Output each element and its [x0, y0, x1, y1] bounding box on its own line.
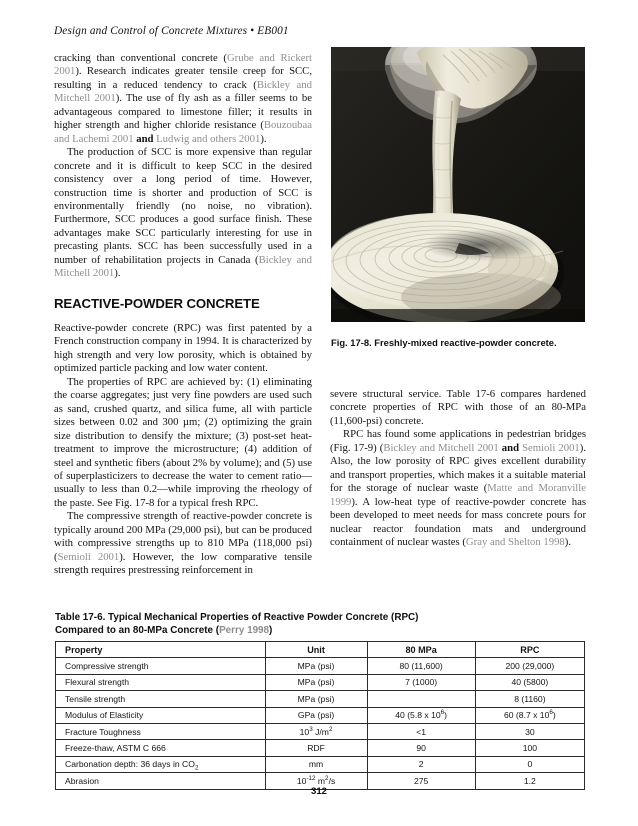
paragraph [54, 510, 312, 577]
table-row [56, 691, 585, 707]
table-row [56, 723, 585, 739]
paragraph-group-right [330, 388, 586, 549]
text-run: ). [260, 132, 267, 145]
column-header-80mpa: 80 MPa [367, 642, 475, 658]
text-run-bold: and [498, 441, 523, 454]
cell-80mpa: 90 [367, 740, 475, 756]
text-run: The compressive strength of reactive-powder concrete is typically around 200 MPa (29,000 psi), but can be produced with compressive strengths up to 810 MPa (118,000 psi) ( [54, 510, 312, 563]
cell-rpc: 40 (5800) [475, 674, 584, 690]
citation-reference: Bickley and Mitchell 2001 [383, 441, 499, 454]
cell-property: Tensile strength [56, 691, 266, 707]
text-run: ). Research indicates greater tensile creep for SCC, resulting in a reduced tendency to crack ( [54, 65, 312, 91]
table-title-line2-prefix: Compared to an 80-MPa Concrete ( [55, 625, 220, 637]
paragraph [330, 428, 586, 549]
paragraph [54, 322, 312, 376]
citation-reference: Bickley and Mitchell 2001 [54, 78, 312, 105]
cell-rpc: 200 (29,000) [475, 658, 584, 674]
cell-property: Fracture Toughness [56, 723, 266, 739]
column-header-unit: Unit [265, 642, 367, 658]
table-row [56, 658, 585, 674]
text-run: ). The use of fly ash as a filler seems to be advantageous compared to limestone filler; it results in higher strength and higher chloride resistance ( [54, 92, 312, 132]
section-heading-reactive-powder-concrete: REACTIVE-POWDER CONCRETE [54, 296, 260, 311]
table-row [56, 756, 585, 772]
cell-unit: $10^{-12}$ $m^2/s$ [265, 773, 367, 789]
cell-rpc: 30 [475, 723, 584, 739]
cell-property: Freeze-thaw, ASTM C 666 [56, 740, 266, 756]
table-header-row [56, 642, 585, 658]
text-run: ). A low-heat type of reactive-powder concrete has been developed to meet needs for mass concrete pours for nuclear reactor foundation mats and underground containment of nuclear wastes ( [330, 495, 586, 548]
running-head: Design and Control of Concrete Mixtures • EB001 [54, 25, 289, 37]
cell-unit: MPa (psi) [265, 691, 367, 707]
figure-caption: Fig. 17-8. Freshly-mixed reactive-powder concrete. [331, 337, 557, 348]
text-run: cracking than conventional concrete ( [54, 52, 227, 64]
citation-reference: Bouzoubaa and Lachemi 2001 [54, 119, 312, 145]
text-run: RPC has found some applications in pedestrian bridges (Fig. 17-9) ( [330, 428, 586, 454]
cell-80mpa: 80 (11,600) [367, 658, 475, 674]
table-title-citation: Perry 1998 [219, 625, 270, 637]
body-column-left-bottom [54, 322, 312, 578]
citation-reference: Bickley and Mitchell 2001 [54, 253, 312, 280]
cell-unit: RDF [265, 740, 367, 756]
cell-80mpa [367, 691, 475, 707]
concrete-pour-illustration [331, 47, 585, 322]
body-column-left-top [54, 52, 312, 281]
column-header-property: Property [56, 642, 266, 658]
text-run: ). Also, the low porosity of RPC gives excellent durability and transport properties, which makes it a suitable material for the storage of nuclear waste ( [330, 441, 586, 495]
cell-rpc: 0 [475, 756, 584, 772]
cell-rpc: 1.2 [475, 773, 584, 789]
cell-rpc: 8 (1160) [475, 691, 584, 707]
paragraph [54, 146, 312, 281]
table-row [56, 707, 585, 723]
table-row [56, 740, 585, 756]
paragraph-group-left-bottom [54, 322, 312, 578]
cell-property: Carbonation depth: 36 days in $CO_2$ [56, 756, 266, 772]
citation-reference: Semioli 2001 [57, 550, 120, 563]
paragraph-group-left-top [54, 52, 312, 281]
cell-80mpa: 2 [367, 756, 475, 772]
table-head [56, 642, 585, 658]
cell-unit: GPa (psi) [265, 707, 367, 723]
cell-rpc: 100 [475, 740, 584, 756]
text-run: ). However, the low comparative tensile strength requires prestressing reinforcement in [54, 550, 312, 577]
cell-property: Modulus of Elasticity [56, 707, 266, 723]
citation-reference: Gray and Shelton 1998 [465, 535, 565, 548]
citation-reference: Grube and Rickert 2001 [54, 52, 312, 78]
table-title-line2-suffix: ) [269, 625, 273, 637]
column-header-rpc: RPC [475, 642, 584, 658]
text-run: The properties of RPC are achieved by: (1) eliminating the coarse aggregates; just very fine powders are used such as sand, crushed quartz, and silica fume, all with particle sizes between 0.02 and 300 µm; (2) optimizing the grain size distribution to densify the mixture; (3) post-set heat-treatment to improve the microstructure; (4) addition of steel and synthetic fibers (about 2% by volume); and (5) use of superplasticizers to decrease the water to cement ratio—usually to less than 0.2—while improving the rheology of the paste. See Fig. 17-8 for a typical fresh RPC. [54, 375, 312, 509]
cell-property: Flexural strength [56, 674, 266, 690]
cell-property: Compressive strength [56, 658, 266, 674]
text-run: Reactive-powder concrete (RPC) was first patented by a French construction company in 1994. It is characterized by high strength and very low porosity, which is obtained by optimized particle packing and low water content. [54, 322, 312, 375]
cell-80mpa: 7 (1000) [367, 674, 475, 690]
paragraph [330, 388, 586, 428]
cell-unit: $10^3$ $J/m^2$ [265, 723, 367, 739]
paragraph [54, 376, 312, 511]
cell-unit: mm [265, 756, 367, 772]
text-run: ). [114, 267, 121, 280]
paragraph [54, 52, 312, 146]
citation-reference: Matte and Moranville 1999 [330, 482, 586, 508]
body-column-right [330, 388, 586, 549]
page-number: 312 [310, 786, 327, 797]
cell-rpc: 60 (8.7 x $10^6$) [475, 707, 584, 723]
cell-unit: MPa (psi) [265, 674, 367, 690]
table-body [56, 658, 585, 789]
table-title [55, 611, 555, 637]
cell-80mpa: 275 [367, 773, 475, 789]
text-run-bold: and [133, 132, 157, 145]
figure-17-8-photo [331, 47, 585, 322]
cell-property: Abrasion [56, 773, 266, 789]
cell-80mpa: <1 [367, 723, 475, 739]
cell-80mpa: 40 (5.8 x $10^6$) [367, 707, 475, 723]
table-row [56, 674, 585, 690]
cell-unit: MPa (psi) [265, 658, 367, 674]
citation-reference: Ludwig and others 2001 [156, 132, 261, 145]
text-run: severe structural service. Table 17-6 compares hardened concrete properties of RPC with those of an 80-MPa (11,600-psi) concrete. [330, 388, 586, 427]
citation-reference: Semioli 2001 [522, 441, 580, 454]
properties-table [55, 641, 585, 790]
table-title-line1: Table 17-6. Typical Mechanical Properties of Reactive Powder Concrete (RPC) [55, 612, 419, 623]
text-run: The production of SCC is more expensive than regular concrete and it is difficult to keep SCC in the desired consistency over a long period of time. However, construction time is shorter and production of SCC is environmentally friendly (no noise, no vibration). Furthermore, SCC produces a good surface finish. These advantages make SCC particularly interesting for use in precasting plants. SCC has been successfully used in a number of rehabilitation projects in Canada ( [54, 146, 312, 266]
text-run: ). [564, 535, 571, 548]
